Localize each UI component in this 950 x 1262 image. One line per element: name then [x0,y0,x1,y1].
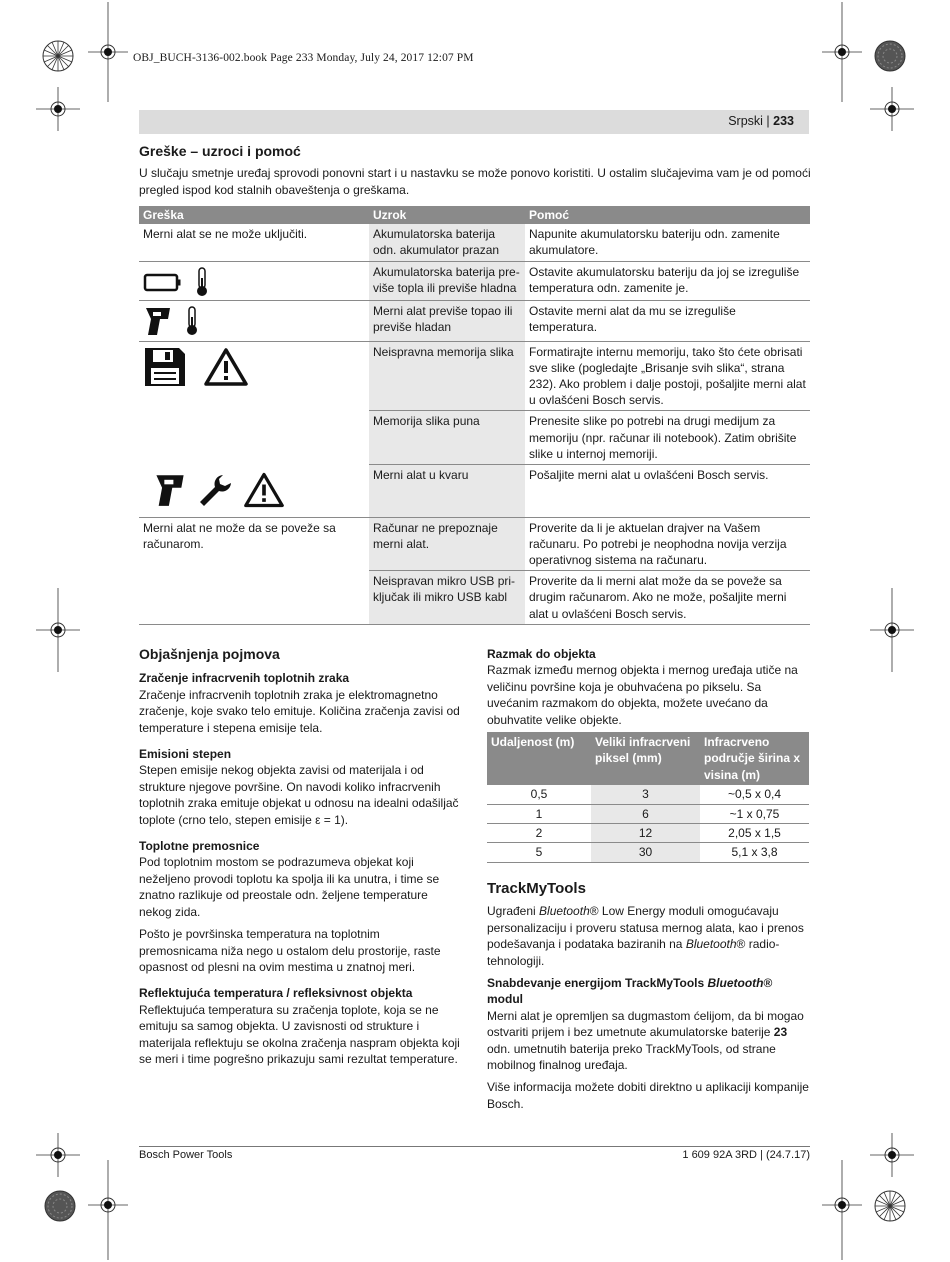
battery-reference-number: 23 [773,1025,788,1040]
table-row [139,261,810,300]
crosshair-mark-top-left-outer [88,2,128,102]
pixel-cell: 3 [591,785,700,804]
distance-cell: 0,5 [487,785,591,804]
distance-cell: 5 [487,843,591,862]
ir-radiation-heading: Zračenje infracrvenih toplotnih zraka [139,671,350,686]
measuring-tool-icon [153,471,187,509]
column-header-area: Infracrveno područje širina x visina (m) [700,732,809,785]
emissivity-heading: Emisioni stepen [139,747,232,762]
pixel-cell: 6 [591,804,700,823]
distance-table [487,732,809,863]
print-info: OBJ_BUCH-3136-002.book Page 233 Monday, July 24, 2017 12:07 PM [133,52,474,64]
crosshair-mark-bottom-right-outer [822,1160,862,1260]
header-language: Srpski | [728,114,770,128]
memory-disk-icon [143,346,187,388]
thermometer-icon [185,305,199,337]
crosshair-mark-middle-left [36,588,80,672]
crosshair-mark-top-right-outer [822,2,862,102]
trackmytools-text [487,903,811,969]
table-row [139,465,810,518]
crosshair-mark-top-right-inner [870,87,914,131]
power-supply-heading [487,975,811,1008]
error-cell [139,300,369,341]
table-row [487,804,809,823]
footer-doc-number: 1 609 92A 3RD | (24.7.17) [682,1149,810,1161]
distance-text: Razmak između mernog objekta i mernog uređaja utiče na veličinu površine koja je obuhvaćena po pikselu. Sa uvećanim razmakom do objekta, možete uvećano da obuhvatite velike objekte. [487,663,798,727]
errors-table [139,206,810,625]
cause-cell: Neispravna memorija slika [369,341,525,411]
text-span: Ugrađeni [487,904,540,919]
terms-title: Objašnjenja pojmova [139,646,280,662]
ir-radiation-text: Zračenje infracrvenih toplotnih zraka je elektromagnetno zračenje, koje svako telo emituje. Količina zračenja zavisi od temperature i stepena emisije tela. [139,687,460,735]
wrench-icon [197,472,233,508]
page-header-bar [139,110,809,134]
page-number: 233 [773,114,794,128]
footer-brand: Bosch Power Tools [139,1149,233,1161]
error-cell: Merni alat ne može da se poveže sa računarom. [139,517,369,624]
cause-cell: Memorija slika puna [369,411,525,465]
table-row [487,843,809,862]
table-row [487,785,809,804]
table-row [139,224,810,261]
errors-section-title: Greške – uzroci i pomoć [139,143,301,159]
footer-divider [139,1146,810,1147]
trackmytools-title: TrackMyTools [487,879,586,897]
column-header-cause: Uzrok [369,206,525,224]
errors-table-header [139,206,810,224]
crosshair-mark-bottom-left-outer [88,1160,128,1260]
help-cell: Pošaljite merni alat u ovlašćeni Bosch servis. [525,465,810,518]
text-span: ® Low Energy moduli omogućavaju personalizaciju i proveru statusa mernog alata, kao i prenos podešavanja i podataka baziranih na [487,904,804,952]
help-cell: Formatirajte internu memoriju, tako što ćete obrisati sve slike (pogledajte „Brisanje svih slika“, strana 232). Ako problem i dalje postoji, pošaljite merni alat u ovlašćeni Bosch servis. [525,341,810,411]
table-row [487,824,809,843]
area-cell: ~0,5 x 0,4 [700,785,809,804]
distance-table-header [487,732,809,785]
cause-cell: Akumulatorska baterija odn. akumulator prazan [369,224,525,261]
help-cell: Proverite da li je aktuelan drajver na Vašem računaru. Po potrebi je neophodna novija verzija operativnog sistema na računaru. [525,517,810,571]
table-row [139,300,810,341]
reflected-temperature-text: Reflektujuća temperatura su zračenja toplote, koja se ne emituju sa samog objekta. U zavisnosti od strukture i materijala reflektuju se okolna zračenja naspram objekta koji se meri i time pogrešno prikazuju sami rezultat temperature. [139,1002,460,1066]
cause-cell: Računar ne prepoznaje merni alat. [369,517,525,571]
cause-cell: Akumulatorska baterija previše topla ili previše hladna [369,261,525,300]
errors-section-intro: U slučaju smetnje uređaj sprovodi ponovni start i u nastavku se može ponovo koristiti. U ostalim slučajevima vam je od pomoći pregled ispod kod stalnih obaveštenja o greškama. [139,166,811,197]
reflected-temperature-heading: Reflektujuća temperatura / refleksivnost objekta [139,986,413,1001]
table-row [139,517,810,571]
area-cell: 2,05 x 1,5 [700,824,809,843]
help-cell: Ostavite akumulatorsku bateriju da joj se izreguliše temperatura odn. zamenite je. [525,261,810,300]
crosshair-mark-bottom-left-inner [36,1133,80,1177]
distance-cell: 2 [487,824,591,843]
cause-cell: Neispravan mikro USB priključak ili mikro USB kabl [369,571,525,625]
crosshair-mark-middle-right [870,588,914,672]
pixel-cell: 30 [591,843,700,862]
distance-cell: 1 [487,804,591,823]
error-cell: Merni alat se ne može uključiti. [139,224,369,261]
bluetooth-term: Bluetooth [685,937,737,952]
error-cell [139,261,369,300]
distance-heading: Razmak do objekta [487,647,596,661]
registration-mark-top-right [872,38,908,74]
error-cell [139,465,369,518]
area-cell: ~1 x 0,75 [700,804,809,823]
registration-mark-top-left [40,38,76,74]
warning-icon [203,347,249,387]
help-cell: Proverite da li merni alat može da se poveže sa drugim računarom. Ako ne može, pošaljite merni alat u ovlašćeni Bosch servis. [525,571,810,625]
help-cell: Ostavite merni alat da mu se izreguliše temperatura. [529,303,736,334]
thermal-bridges-text-2: Pošto je površinska temperatura na toplotnim premosnicama niža nego u ostalom delu prostorije, raste opasnost od plesni na ovim mestima u znatnoj meri. [139,927,441,974]
warning-icon [243,471,285,509]
bluetooth-term: Bluetooth [707,975,764,990]
cause-cell: Merni alat previše topao ili previše hladan [369,300,525,341]
registration-mark-bottom-left [42,1188,78,1224]
help-cell: Napunite akumulatorsku bateriju odn. zamenite akumulatore. [525,224,810,261]
thermal-bridges-heading: Toplotne premosnice [139,839,260,854]
column-header-help: Pomoć [525,206,810,224]
more-info-text: Više informacija možete dobiti direktno u aplikaciji kompanije Bosch. [487,1080,809,1111]
page-header [728,114,794,128]
power-supply-text [487,1008,811,1074]
measuring-tool-icon [143,305,173,337]
thermal-bridges-text-1: Pod toplotnim mostom se podrazumeva objekat koji neželjeno provodi toplotu ka spolja ili ka unutra, i time se znatno razlikuje od preostale odn. željene temperature nekog zida. [139,855,440,919]
column-header-pixel: Veliki infracrveni piksel (mm) [591,732,700,785]
table-row [139,341,810,411]
text-span: odn. umetnutih baterija preko TrackMyTools, od strane mobilnog finalnog uređaja. [487,1041,776,1072]
text-span: ® modul [487,975,773,1007]
terms-column [139,646,461,1067]
battery-empty-icon [143,271,183,293]
column-header-distance: Udaljenost (m) [487,732,591,785]
distance-column [487,646,811,1112]
text-span: ® radio-tehnologiji. [487,937,780,968]
column-header-error: Greška [139,206,369,224]
bluetooth-term: Bluetooth [539,904,590,919]
cause-cell: Merni alat u kvaru [369,465,525,518]
area-cell: 5,1 x 3,8 [700,843,809,862]
thermometer-icon [195,266,209,298]
crosshair-mark-top-left-inner [36,87,80,131]
emissivity-text: Stepen emisije nekog objekta zavisi od materijala i od strukture njegove površine. On navodi koliko infracrvenih toplotnih zraka emituje objekat u odnosu na idealni odašiljač toplote (crno telo, stepen emisije ε = 1). [139,763,459,827]
text-span: Merni alat je opremljen sa dugmastom ćelijom, da bi mogao ostvariti prijem i bez umetnute akumulatorske baterije [487,1008,804,1040]
pixel-cell: 12 [591,824,700,843]
text-span: Snabdevanje energijom TrackMyTools [487,975,708,990]
help-cell: Prenesite slike po potrebi na drugi medijum za memoriju (npr. računar ili notebook). Zatim obrišite slike u internoj memoriji. [525,411,810,465]
crosshair-mark-bottom-right-inner [870,1133,914,1177]
error-cell [139,341,369,464]
registration-mark-bottom-right [872,1188,908,1224]
